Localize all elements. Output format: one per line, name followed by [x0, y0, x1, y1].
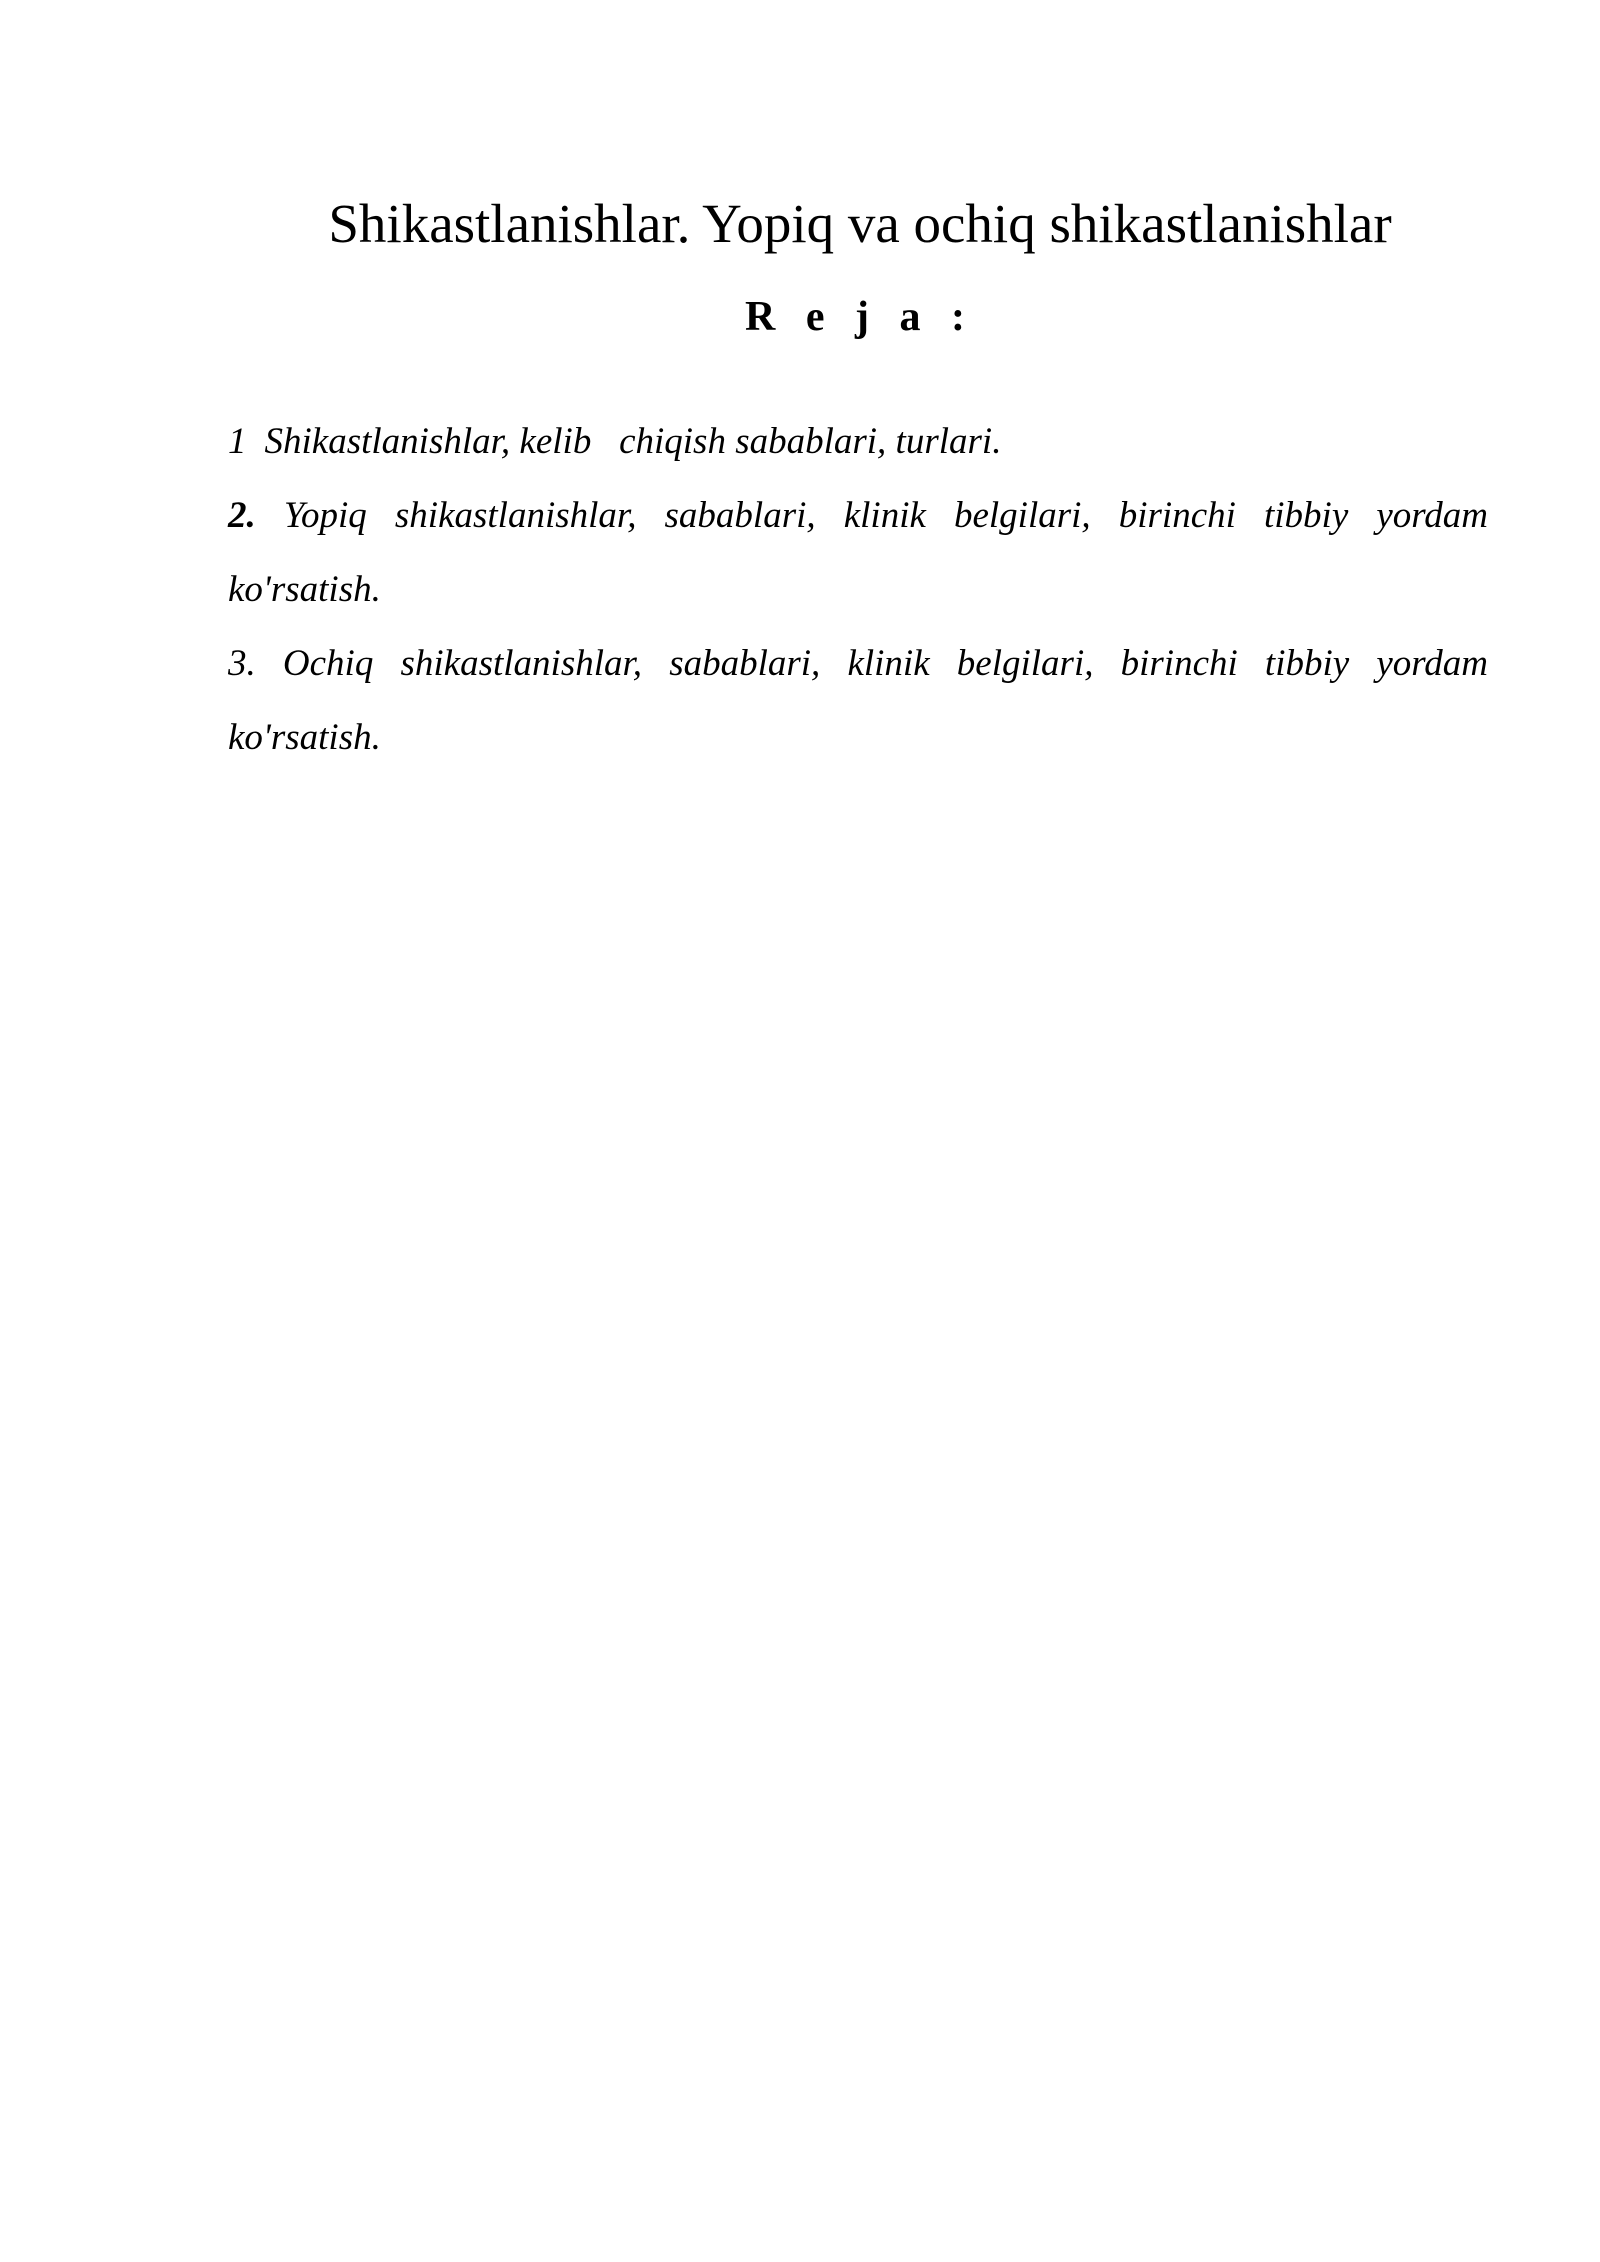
- plan-item-number: 1: [228, 421, 247, 462]
- plan-heading: R e j a :: [745, 294, 975, 340]
- plan-item-number: 3.: [228, 643, 256, 684]
- plan-item-2: [228, 479, 1488, 627]
- plan-item-1: [228, 405, 1488, 479]
- plan-item-text: Shikastlanishlar, kelib chiqish sabablari, turlari.: [264, 421, 1002, 462]
- document-title: Shikastlanishlar. Yopiq va ochiq shikastlanishlar: [328, 192, 1392, 254]
- plan-item-text: Yopiq shikastlanishlar, sabablari, klinik belgilari, birinchi tibbiy yordam ko'rsatish.: [228, 495, 1489, 610]
- plan-item-text: Ochiq shikastlanishlar, sabablari, klinik belgilari, birinchi tibbiy yordam ko'rsatish.: [228, 643, 1489, 758]
- plan-item-number: 2.: [228, 495, 256, 536]
- plan-item-3: [228, 627, 1488, 775]
- plan-list: [228, 405, 1488, 775]
